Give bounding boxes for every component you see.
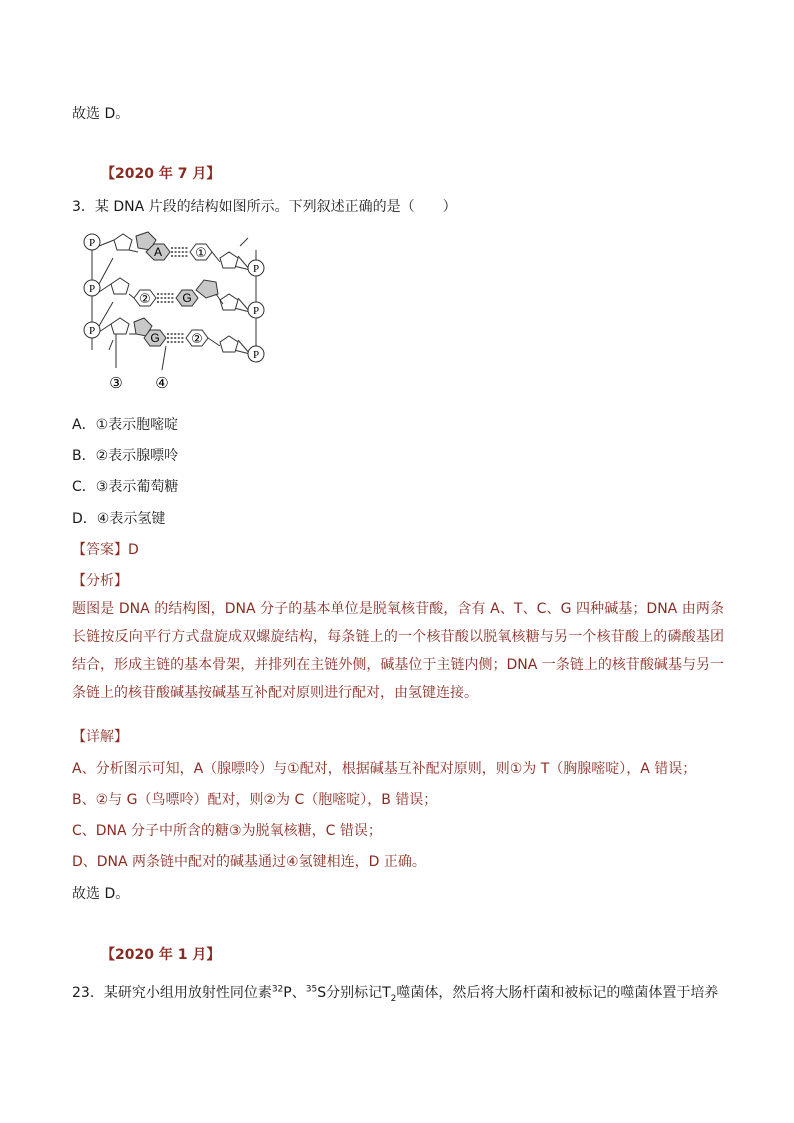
q23-prefix: 23．某研究小组用放射性同位素: [72, 985, 272, 1001]
phosphate-group: [248, 346, 264, 362]
answer-value: D: [128, 542, 139, 558]
svg-text:P: P: [88, 237, 96, 249]
phage-subscript: 2: [390, 993, 397, 1004]
option-b: B．②表示腺嘌呤: [72, 448, 179, 464]
svg-text:P: P: [252, 263, 260, 275]
option-c: C．③表示葡萄糖: [72, 479, 179, 495]
section-heading-2020-january: 【2020 年 1 月】: [101, 947, 221, 963]
analysis-text: 题图是 DNA 的结构图，DNA 分子的基本单位是脱氧核苷酸，含有 A、T、C、G 四种碱基；DNA 由两条长链按反向平行方式盘旋成双螺旋结构，每条链上的一个核苷酸以脱氧核糖与另一个核苷酸上的磷酸基团结合，形成主链的基本骨架，并排列在主链外侧，碱基位于主链内侧；DNA 一条链上的核苷酸碱基与另一条链上的核苷酸碱基按碱基互补配对原则进行配对，由氢键连接。: [72, 601, 724, 701]
base-label-g-top: G: [182, 291, 192, 305]
detail-line-c: C、DNA 分子中所含的糖③为脱氧核糖，C 错误；: [72, 823, 382, 839]
answer-line: [72, 539, 139, 559]
phosphate-group: [84, 234, 100, 250]
detail-line-b: B、②与 G（鸟嘌呤）配对，则②为 C（胞嘧啶），B 错误；: [72, 792, 438, 808]
question-3-conclusion: 故选 D。: [72, 886, 130, 902]
q23-separator: 、: [291, 985, 306, 1001]
p-mass-number: 32: [271, 984, 284, 995]
p-symbol: P: [283, 985, 292, 1001]
detail-line-d: D、DNA 两条链中配对的碱基通过④氢键相连，D 正确。: [72, 854, 426, 870]
s-mass-number: 35: [305, 984, 318, 995]
top-conclusion: 故选 D。: [72, 106, 130, 122]
detail-line-a: A、分析图示可知，A（腺嘌呤）与①配对，根据碱基互补配对原则，则①为 T（胸腺嘧啶），A 错误；: [72, 761, 697, 777]
base-label-g-bottom: G: [150, 331, 160, 345]
s-symbol: S: [317, 985, 327, 1001]
phosphate-group: [84, 322, 100, 338]
label-2-bottom: ②: [191, 332, 203, 347]
phage-letter: T: [382, 985, 391, 1001]
q23-middle: 分别标记: [326, 985, 383, 1001]
dna-structure-diagram: [78, 228, 270, 396]
svg-text:P: P: [252, 305, 260, 317]
svg-text:P: P: [252, 349, 260, 361]
phosphate-group: [248, 260, 264, 276]
label-1: ①: [195, 246, 207, 261]
question-23-stem: [72, 982, 718, 1004]
analysis-label: 【分析】: [72, 573, 128, 589]
svg-text:P: P: [88, 283, 96, 295]
section-heading-2020-july: 【2020 年 7 月】: [101, 166, 221, 182]
label-2-top: ②: [139, 292, 151, 307]
answer-label: 【答案】: [72, 542, 128, 558]
question-3-stem: 3．某 DNA 片段的结构如图所示。下列叙述正确的是（ ）: [72, 199, 457, 215]
label-3: ③: [109, 374, 123, 392]
option-d: D．④表示氢键: [72, 511, 166, 527]
q23-suffix: 噬菌体，然后将大肠杆菌和被标记的噬菌体置于培养: [396, 985, 719, 1001]
detail-label: 【详解】: [72, 729, 128, 745]
label-4: ④: [155, 374, 169, 392]
option-a: A．①表示胞嘧啶: [72, 417, 179, 433]
svg-text:P: P: [88, 325, 96, 337]
phosphate-group: [248, 302, 264, 318]
phosphate-group: [84, 280, 100, 296]
base-label-a: A: [153, 245, 163, 259]
